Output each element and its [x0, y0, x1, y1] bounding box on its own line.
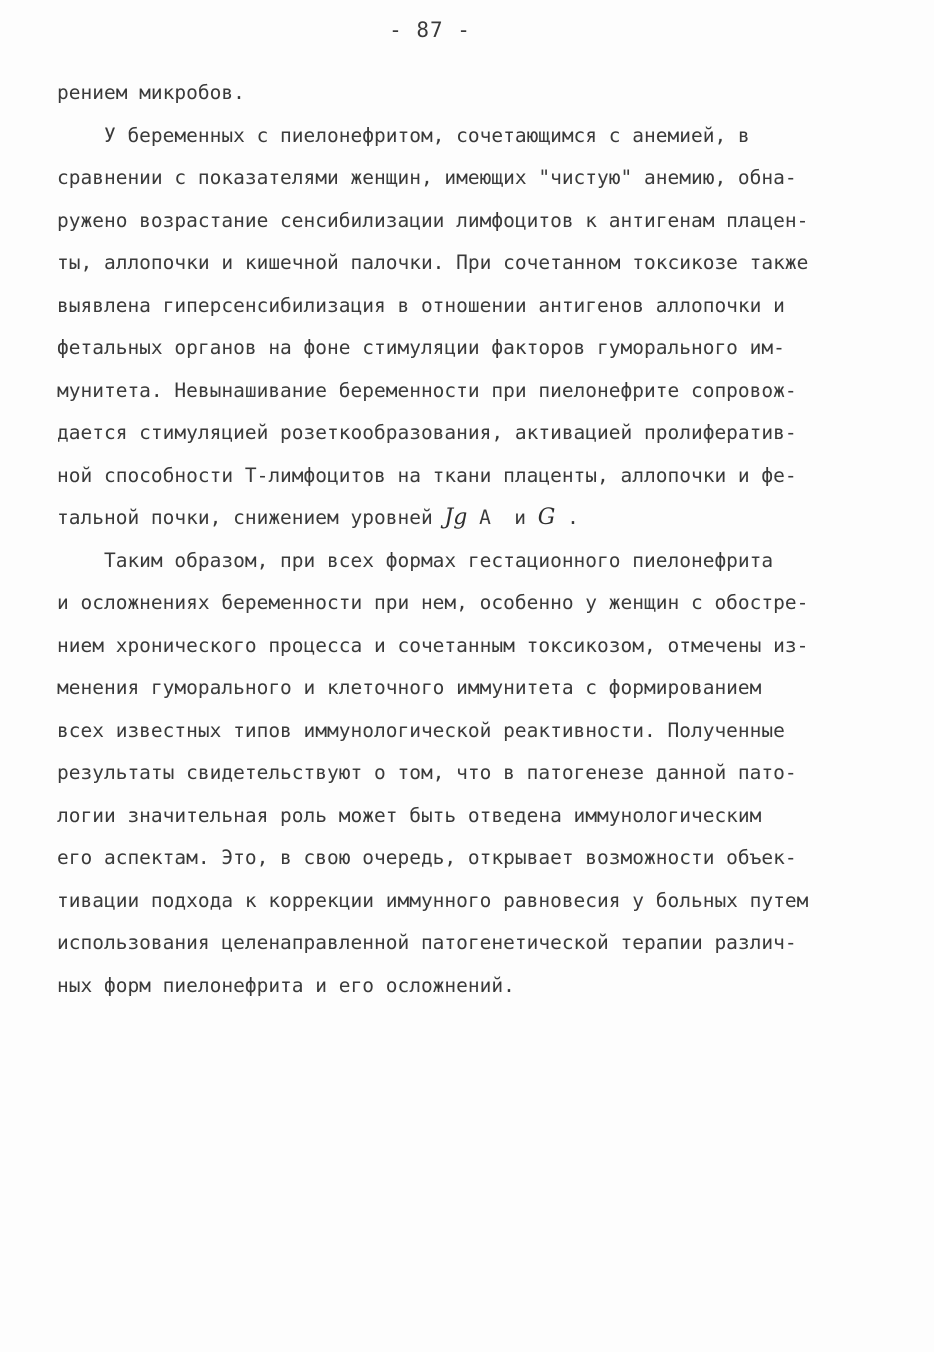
handwritten-ig: Jg [444, 505, 468, 530]
text-line-2: У беременных с пиелонефритом, сочетающимся с анемией, в [57, 123, 750, 147]
text-line-1: рением микробов. [57, 81, 245, 104]
text-line-11-end: . [555, 506, 579, 529]
text-line-14: нием хронического процесса и сочетанным токсикозом, отмечены из- [57, 633, 809, 657]
handwritten-g: G [537, 505, 556, 530]
text-line-3: сравнении с показателями женщин, имеющих "чистую" анемию, обна- [57, 166, 797, 189]
text-line-8: мунитета. Невынашивание беременности при пиелонефрите сопровож- [57, 378, 797, 402]
text-line-6: выявлена гиперсенсибилизация в отношении антигенов аллопочки и [57, 293, 785, 317]
text-line-18: логии значительная роль может быть отведена иммунологическим [57, 803, 762, 827]
text-line-15: менения гуморального и клеточного иммунитета с формированием [57, 676, 762, 699]
body-text [57, 72, 887, 1007]
text-line-20: тивации подхода к коррекции иммунного равновесия у больных путем [57, 888, 809, 912]
text-line-10: ной способности Т-лимфоцитов на ткани плаценты, аллопочки и фе- [57, 463, 797, 487]
text-line-9: дается стимуляцией розеткообразования, активацией пролифератив- [57, 421, 797, 444]
text-line-22: ных форм пиелонефрита и его осложнений. [57, 973, 515, 997]
page-number: - 87 - [389, 18, 471, 42]
text-line-4: ружено возрастание сенсибилизации лимфоцитов к антигенам плацен- [57, 208, 809, 232]
text-line-11-start: тальной почки, снижением уровней [57, 506, 445, 529]
text-line-7: фетальных органов на фоне стимуляции факторов гуморального им- [57, 336, 785, 359]
text-line-19: его аспектам. Это, в свою очередь, открывает возможности объек- [57, 846, 797, 869]
text-line-17: результаты свидетельствуют о том, что в патогенезе данной пато- [57, 761, 797, 784]
text-line-13: и осложнениях беременности при нем, особенно у женщин с обостре- [57, 591, 809, 614]
text-line-11 [57, 497, 887, 540]
text-line-16: всех известных типов иммунологической реактивности. Полученные [57, 718, 785, 742]
text-line-5: ты, аллопочки и кишечной палочки. При сочетанном токсикозе также [57, 251, 809, 274]
text-a-and: А и [467, 506, 538, 529]
text-line-21: использования целенаправленной патогенетической терапии различ- [57, 931, 797, 954]
text-line-12: Таким образом, при всех формах гестационного пиелонефрита [57, 548, 774, 572]
